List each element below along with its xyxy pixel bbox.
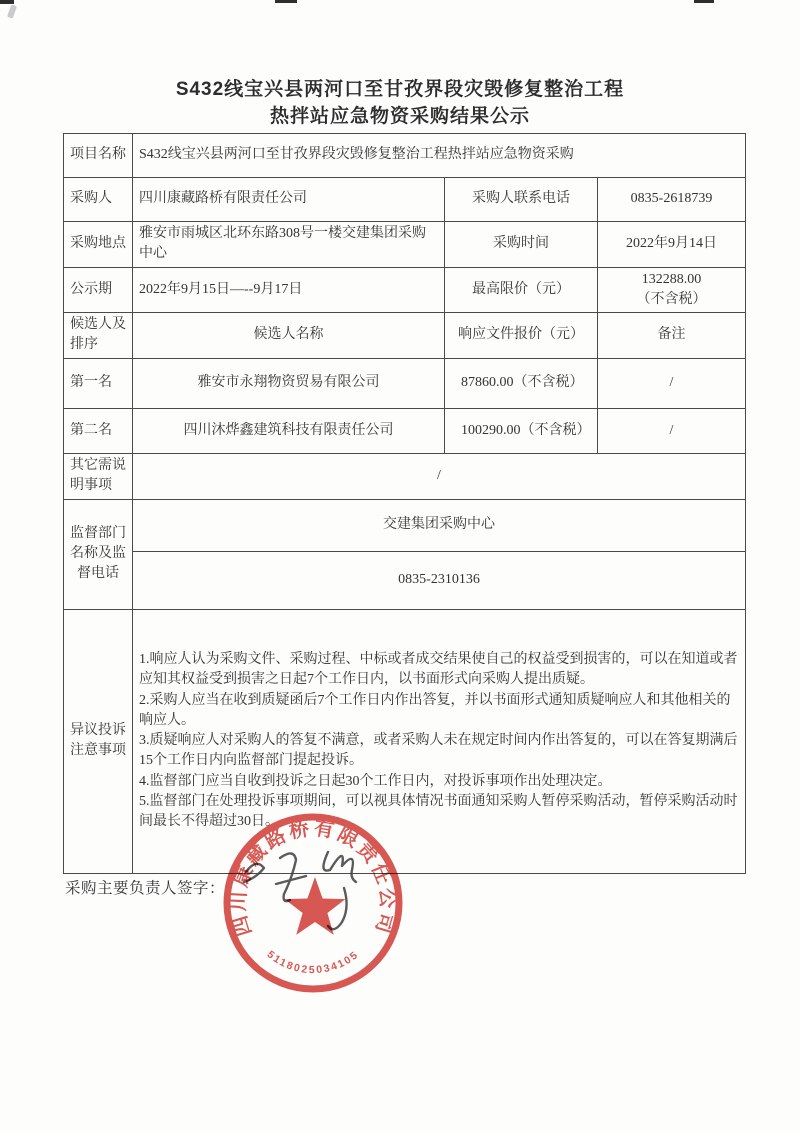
scan-artifact [275, 0, 297, 3]
row-first-candidate [64, 358, 746, 408]
supervision-dept: 交建集团采购中心 [133, 499, 746, 551]
max-price-note: （不含税） [636, 291, 707, 307]
publicity-value: 2022年9月15日—--9月17日 [133, 267, 445, 313]
objection-label: 异议投诉注意事项 [64, 609, 133, 873]
candidate-note-header: 备注 [598, 313, 746, 359]
notice-item-5: 5.监督部门在处理投诉事项期间，可以视具体情况书面通知采购人暂停采购活动，暂停采购活动时间最长不得超过30日。 [139, 794, 738, 830]
location-label: 采购地点 [64, 222, 133, 268]
first-candidate-note: / [598, 358, 746, 408]
document-title [0, 76, 800, 130]
first-rank-label: 第一名 [64, 358, 133, 408]
scan-artifact [7, 4, 17, 18]
supervision-phone: 0835-2310136 [133, 551, 746, 609]
signature-stroke [276, 876, 306, 884]
row-supervision-phone [64, 551, 746, 609]
purchaser-label: 采购人 [64, 178, 133, 222]
seal-number: 5118025034105 [264, 948, 362, 977]
purchase-time-label: 采购时间 [445, 222, 598, 268]
first-candidate-name: 雅安市永翔物资贸易有限公司 [133, 358, 445, 408]
publicity-label: 公示期 [64, 267, 133, 313]
second-rank-label: 第二名 [64, 408, 133, 453]
project-value: S432线宝兴县两河口至甘孜界段灾毁修复整治工程热拌站应急物资采购 [133, 134, 746, 178]
notice-item-3: 3.质疑响应人对采购人的答复不满意，或者采购人未在规定时间内作出答复的，可以在答复期满后15个工作日内向监督部门提起投诉。 [139, 733, 738, 769]
row-objection-notice [64, 609, 746, 873]
seal-company-name: 四川康藏路桥有限责任公司 [227, 817, 399, 939]
svg-text:5118025034105 [265, 949, 362, 977]
other-notes-label: 其它需说明事项 [64, 453, 133, 499]
objection-notice [133, 609, 746, 873]
supervision-label: 监督部门名称及监督电话 [64, 499, 133, 609]
seal-star-icon [285, 877, 346, 935]
signature-label: 采购主要负责人签字： [65, 880, 226, 897]
procurement-result-table [63, 133, 746, 874]
row-other-notes [64, 453, 746, 499]
project-label: 项目名称 [64, 134, 133, 178]
notice-item-1: 1.响应人认为采购文件、采购过程、中标或者成交结果使自己的权益受到损害的，可以在知道或者应知其权益受到损害之日起7个工作日内，以书面形式向采购人提出质疑。 [139, 651, 738, 688]
candidate-name-header: 候选人名称 [133, 313, 445, 359]
purchaser-phone-value: 0835-2618739 [598, 178, 746, 222]
purchase-time-value: 2022年9月14日 [598, 222, 746, 268]
second-candidate-name: 四川沐烨鑫建筑科技有限责任公司 [133, 408, 445, 453]
notice-item-4: 4.监督部门应当自收到投诉之日起30个工作日内，对投诉事项作出处理决定。 [139, 773, 612, 789]
scan-artifact [0, 0, 14, 4]
candidate-rank-label: 候选人及排序 [64, 313, 133, 359]
max-price-amount: 132288.00 [641, 271, 702, 287]
row-location [64, 222, 746, 268]
purchaser-value: 四川康藏路桥有限责任公司 [133, 178, 445, 222]
row-publicity-period [64, 267, 746, 313]
document-title-line1: S432线宝兴县两河口至甘孜界段灾毁修复整治工程 [175, 79, 625, 100]
location-value: 雅安市雨城区北环东路308号一楼交建集团采购中心 [133, 222, 445, 268]
signature-stroke [328, 888, 347, 929]
first-candidate-price: 87860.00（不含税） [445, 358, 598, 408]
row-purchaser [64, 178, 746, 222]
candidate-price-header: 响应文件报价（元） [445, 313, 598, 359]
scan-artifact [694, 0, 714, 3]
row-supervision-dept [64, 499, 746, 551]
max-price-label: 最高限价（元） [445, 267, 598, 313]
row-project [64, 134, 746, 178]
notice-item-2: 2.采购人应当在收到质疑函后7个工作日内作出答复，并以书面形式通知质疑响应人和其他相关的响应人。 [139, 692, 731, 728]
max-price-value [598, 267, 746, 313]
document-title-line2: 热拌站应急物资采购结果公示 [269, 106, 530, 127]
row-second-candidate [64, 408, 746, 453]
row-candidate-header [64, 313, 746, 359]
second-candidate-price: 100290.00（不含税） [445, 408, 598, 453]
purchaser-phone-label: 采购人联系电话 [445, 178, 598, 222]
second-candidate-note: / [598, 408, 746, 453]
other-notes-value: / [133, 453, 746, 499]
